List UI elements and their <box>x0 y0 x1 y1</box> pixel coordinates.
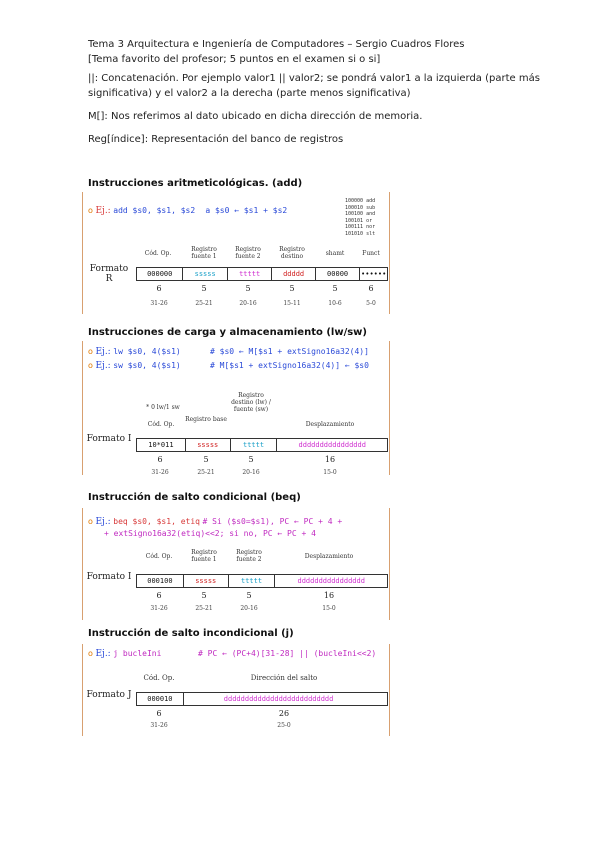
format-i-fields <box>136 438 388 452</box>
field-funct: •••••• <box>361 270 387 278</box>
section-divider <box>82 508 83 620</box>
bit-range: 25-21 <box>195 605 213 612</box>
funct-code: 100010 sub <box>345 204 376 211</box>
example-instruction: sw $s0, 4($s1) <box>113 361 181 370</box>
field-opcode: 000000 <box>137 268 183 280</box>
field-header: Desplazamiento <box>305 421 355 428</box>
bit-range: 10-6 <box>328 300 342 307</box>
field-bits: 16 <box>323 591 335 600</box>
field-header: Registro fuente 2 <box>235 246 261 260</box>
field-bits: 5 <box>332 284 338 293</box>
field-immediate: dddddddddddddddd <box>297 577 365 585</box>
field-bits: 6 <box>157 455 163 464</box>
field-header: Cód. Op. <box>147 421 175 428</box>
field-bits: 5 <box>245 284 251 293</box>
store-example: o Ej.: sw $s0, 4($s1) <box>88 361 181 371</box>
example-instruction: add $s0, $s1, $s2 <box>113 206 196 215</box>
format-j-fields <box>136 692 388 706</box>
bit-range: 20-16 <box>242 469 260 476</box>
funct-code: 100000 add <box>345 198 376 204</box>
opcode-note: * 0 lw/1 sw <box>146 404 180 411</box>
format-label: Formato I <box>86 572 132 582</box>
field-rd: ddddd <box>272 268 315 280</box>
field-header: Cód. Op. <box>144 250 172 257</box>
field-header: Registro fuente 2 <box>236 549 262 563</box>
format-label: Formato I <box>86 434 132 444</box>
section-title-jump: Instrucción de salto incondicional (j) <box>88 628 294 639</box>
bit-range: 15-0 <box>323 469 337 476</box>
example-label: Ej.: <box>95 206 111 216</box>
arith-example <box>88 206 287 216</box>
bit-range: 5-0 <box>366 300 376 307</box>
bullet-icon: o <box>88 206 93 215</box>
bit-range: 31-26 <box>150 300 168 307</box>
section-divider <box>82 644 83 736</box>
example-instruction: beq $s0, $s1, etiq <box>113 517 200 526</box>
field-rs: sssss <box>184 575 229 587</box>
example-instruction: lw $s0, 4($s1) <box>113 347 181 356</box>
jump-comment: # PC ← (PC+4)[31-28] || (bucleIni<<2) <box>198 649 377 658</box>
bit-range: 20-16 <box>239 300 257 307</box>
field-bits: 6 <box>156 709 162 718</box>
format-r-fields <box>136 267 388 281</box>
bit-range: 25-0 <box>277 722 291 729</box>
beq-comment-continued: + extSigno16a32(etiq)<<2; si no, PC ← PC + 4 <box>104 529 316 538</box>
field-header: Desplazamiento <box>304 553 354 560</box>
field-bits: 16 <box>324 455 336 464</box>
field-header: Registro destino <box>279 246 305 260</box>
field-header: Dirección del salto <box>250 674 318 682</box>
funct-code: 101010 slt <box>345 230 376 237</box>
field-bits: 5 <box>289 284 295 293</box>
field-header: Cód. Op. <box>143 674 175 682</box>
example-label: Ej.: <box>95 649 111 659</box>
section-divider <box>389 644 390 736</box>
field-header: Registro fuente 1 <box>191 246 217 260</box>
example-comment: # Si ($s0=$s1), PC ← PC + 4 + <box>202 517 343 526</box>
register-definition: Reg[índice]: Representación del banco de registros <box>88 134 344 145</box>
field-bits: 5 <box>203 455 209 464</box>
field-opcode: 000010 <box>137 693 184 705</box>
beq-example: o Ej.: beq $s0, $s1, etiq # Si ($s0=$s1), PC ← PC + 4 + <box>88 517 343 527</box>
field-bits: 5 <box>248 455 254 464</box>
field-bits: 5 <box>201 591 207 600</box>
example-operation: a $s0 ← $s1 + $s2 <box>205 206 288 215</box>
field-rt: ttttt <box>231 439 278 451</box>
bit-range: 15-11 <box>283 300 301 307</box>
field-bits: 26 <box>278 709 290 718</box>
section-divider <box>389 341 390 475</box>
field-opcode: 10*011 <box>137 439 186 451</box>
bit-range: 25-21 <box>195 300 213 307</box>
field-bits: 5 <box>201 284 207 293</box>
format-label: Formato R <box>89 264 129 284</box>
field-rs: sssss <box>183 268 227 280</box>
example-label: Ej.: <box>95 361 111 371</box>
example-label: Ej.: <box>95 347 111 357</box>
field-rt: ttttt <box>228 268 272 280</box>
field-header: Registro fuente 1 <box>191 549 217 563</box>
section-divider <box>82 341 83 475</box>
bit-range: 15-0 <box>322 605 336 612</box>
bit-range: 31-26 <box>151 469 169 476</box>
section-title-loadstore: Instrucciones de carga y almacenamiento (lw/sw) <box>88 327 367 338</box>
format-i-fields <box>136 574 388 588</box>
field-opcode: 000100 <box>137 575 184 587</box>
section-title-beq: Instrucción de salto condicional (beq) <box>88 492 301 503</box>
header-line-2: [Tema favorito del profesor; 5 puntos en el examen si o si] <box>88 54 381 65</box>
load-comment: # $s0 ← M[$s1 + extSigno16a32(4)] <box>210 347 369 356</box>
funct-code: 100100 and <box>345 211 376 217</box>
field-bits: 6 <box>156 284 162 293</box>
example-label: Ej.: <box>95 517 111 527</box>
example-instruction: j bucleIni <box>113 649 162 658</box>
format-label: Formato J <box>86 690 132 700</box>
field-header: Registro destino (lw) / fuente (sw) <box>231 392 271 413</box>
field-jump-address: dddddddddddddddddddddddddd <box>223 695 334 703</box>
jump-example: o Ej.: j bucleIni <box>88 649 162 659</box>
header-line-1: Tema 3 Arquitectura e Ingeniería de Computadores – Sergio Cuadros Flores <box>88 39 465 50</box>
field-bits: 6 <box>368 284 374 293</box>
bit-range: 31-26 <box>150 605 168 612</box>
bit-range: 31-26 <box>150 722 168 729</box>
field-header: Registro base <box>185 416 227 423</box>
field-header: shamt <box>325 250 345 257</box>
field-shamt: 00000 <box>316 268 360 280</box>
concat-definition-2: significativa) y el valor2 a la derecha (parte menos significativa) <box>88 88 411 99</box>
section-divider <box>389 192 390 314</box>
field-header: Funct <box>362 250 380 257</box>
section-divider <box>389 508 390 620</box>
field-bits: 5 <box>246 591 252 600</box>
funct-code: 100101 or <box>345 217 373 224</box>
memory-definition: M[]: Nos referimos al dato ubicado en dicha dirección de memoria. <box>88 111 423 122</box>
load-example: o Ej.: lw $s0, 4($s1) <box>88 347 181 357</box>
field-header: Cód. Op. <box>145 553 173 560</box>
field-bits: 6 <box>156 591 162 600</box>
field-immediate: dddddddddddddddd <box>298 441 366 449</box>
bit-range: 20-16 <box>240 605 258 612</box>
store-comment: # M[$s1 + extSigno16a32(4)] ← $s0 <box>210 361 369 370</box>
section-divider <box>82 192 83 314</box>
section-title-arith: Instrucciones aritmeticológicas. (add) <box>88 178 303 189</box>
funct-codes-list <box>345 198 375 237</box>
funct-code: 100111 nor <box>345 224 376 230</box>
bit-range: 25-21 <box>197 469 215 476</box>
field-rs: sssss <box>186 439 231 451</box>
concat-definition-1: ||: Concatenación. Por ejemplo valor1 || valor2; se pondrá valor1 a la izquierda (parte más <box>88 73 540 84</box>
field-rt: ttttt <box>229 575 276 587</box>
